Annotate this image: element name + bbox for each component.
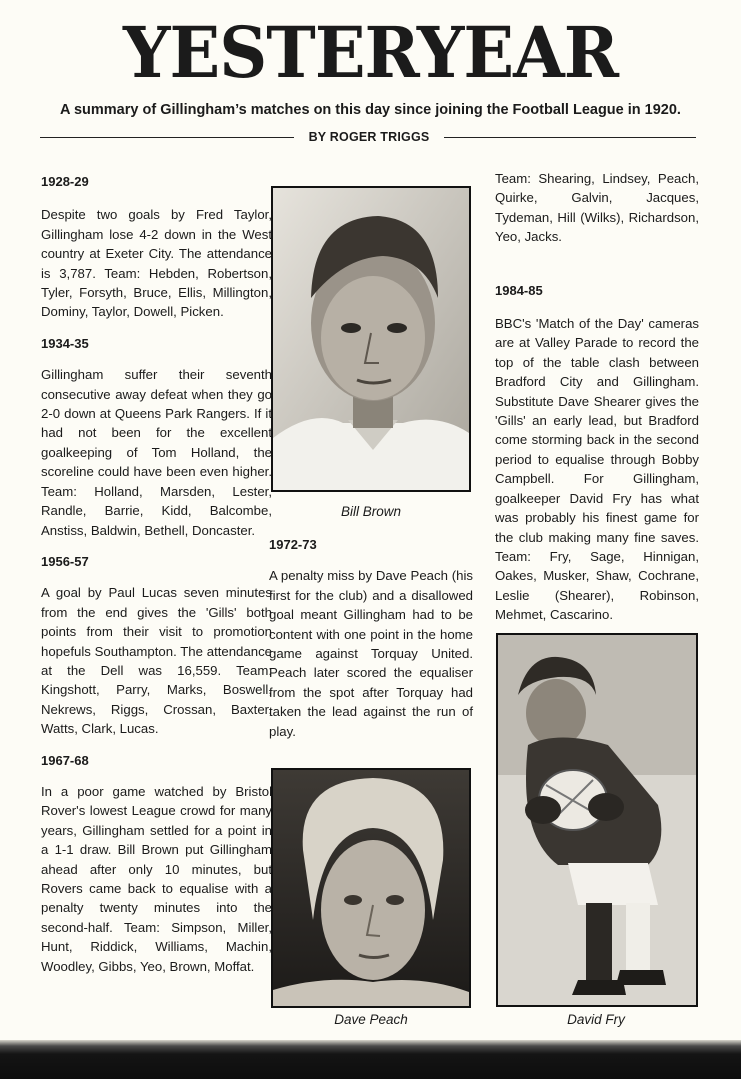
- divider-left: [40, 137, 294, 138]
- season-heading: 1928-29: [41, 174, 89, 189]
- match-report: BBC's 'Match of the Day' cameras are at Valley Parade to record the top of the table clash between Bradford City and Gillingham. Substitute Dave Shearer gives the 'Gills' an early lead, but Bradford come storming back in the second period to equalise through Bobby Campbell. For Gillingham, goalkeeper David Fry has what was probably his finest game for the club making many fine saves. Team: Fry, Sage, Hinnigan, Oakes, Musker, Shaw, Cochrane, Leslie (Shearer), Robinson, Mehmet, Cascarino.: [495, 316, 699, 623]
- match-report: Gillingham suffer their seventh consecutive away defeat when they go 2-0 down at Queens Park Rangers. If it had not been for the excellent goalkeeping of Tom Holland, the scoreline could have been even higher. Team: Holland, Marsden, Lester, Randle, Barrie, Kidd, Balcombe, Anstiss, Baldwin, Bethell, Doncaster.: [41, 367, 272, 538]
- match-report: A penalty miss by Dave Peach (his first for the club) and a disallowed goal meant Gillingham had to be content with one point in the home game against Torquay United. Peach later scored the equaliser from the spot after Torquay had taken the lead against the run of play.: [269, 568, 473, 739]
- column-right: [495, 169, 699, 625]
- page-title: YESTERYEAR: [122, 11, 619, 94]
- season-heading: 1934-35: [41, 335, 89, 351]
- page-bottom-edge: [0, 1040, 741, 1079]
- season-heading: 1956-57: [41, 553, 89, 569]
- photo-caption: Dave Peach: [334, 1012, 408, 1027]
- portrait-image: [273, 770, 469, 1006]
- season-heading: 1972-73: [269, 537, 317, 552]
- portrait-image: [273, 188, 469, 490]
- column-middle: [269, 535, 473, 741]
- page-subtitle: A summary of Gillingham’s matches on this day since joining the Football League in 1920.: [60, 102, 681, 118]
- photo-caption: David Fry: [567, 1012, 625, 1027]
- season-heading: 1984-85: [495, 282, 543, 298]
- photo-david-fry: [496, 633, 698, 1007]
- match-report: Team: Shearing, Lindsey, Peach, Quirke, Galvin, Jacques, Tydeman, Hill (Wilks), Richardson, Yeo, Jacks.: [495, 171, 699, 245]
- match-report: Despite two goals by Fred Taylor, Gillingham lose 4-2 down in the West country at Exeter City. The attendance is 3,787. Team: Hebden, Robertson, Tyler, Forsyth, Bruce, Ellis, Millington, Dominy, Taylor, Dowell, Picken.: [41, 207, 272, 320]
- photo-caption: Bill Brown: [340, 504, 402, 519]
- photo-dave-peach: [271, 768, 471, 1008]
- action-photo-image: [498, 635, 696, 1005]
- byline-row: [40, 128, 696, 148]
- season-heading: 1967-68: [41, 752, 89, 768]
- photo-bill-brown: [271, 186, 471, 492]
- byline: BY ROGER TRIGGS: [308, 130, 430, 144]
- match-report: A goal by Paul Lucas seven minutes from the end gives the 'Gills' both points from their visit to promotion hopefuls Southampton. The attendance at the Dell was 16,559. Team: Kingshott, Parry, Marks, Boswell, Nekrews, Riggs, Crossan, Baxter, Watts, Clark, Lucas.: [41, 585, 272, 737]
- match-report: In a poor game watched by Bristol Rover's lowest League crowd for many years, Gillingham settled for a point in a 1-1 draw. Bill Brown put Gillingham ahead after only 10 minutes, but Rovers came back to equalise with a penalty twenty minutes into the second-half. Team: Simpson, Miller, Hunt, Riddick, Williams, Machin, Woodley, Gibbs, Yeo, Brown, Moffat.: [41, 783, 272, 974]
- column-left: [41, 172, 272, 976]
- divider-right: [444, 137, 696, 138]
